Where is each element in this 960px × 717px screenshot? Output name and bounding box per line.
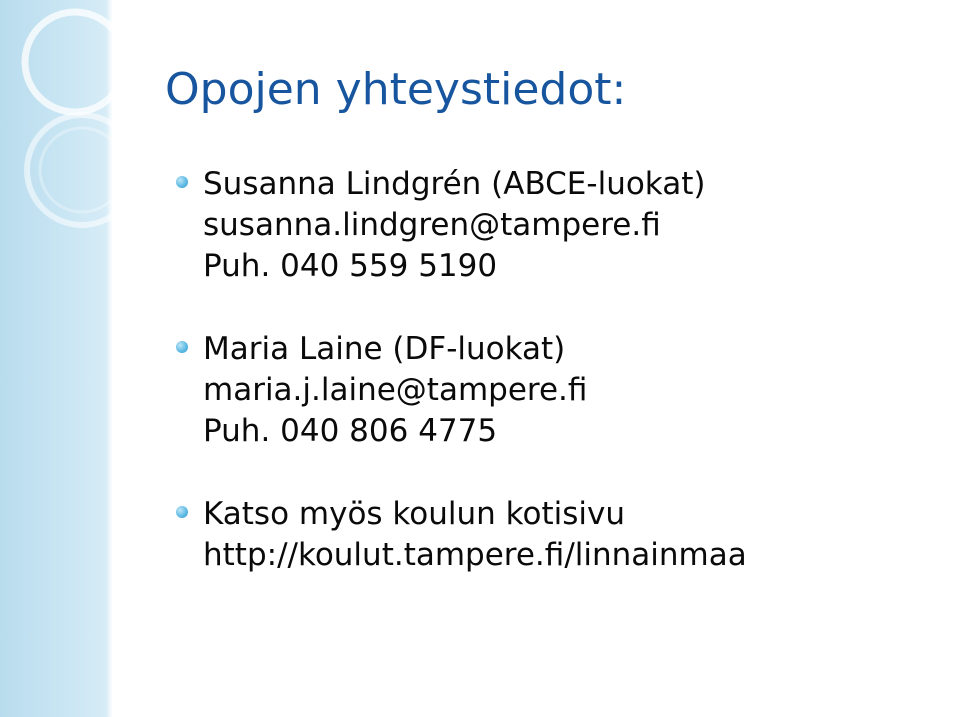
decorative-circles [0,0,200,300]
contact-name: Maria Laine (DF-luokat) [203,331,566,367]
contact-email: susanna.lindgren@tampere.fi [203,207,661,243]
contact-phone: Puh. 040 559 5190 [203,248,498,284]
list-item-maria [176,329,747,452]
contact-list [176,164,747,618]
homepage-text: Katso myös koulun kotisivu [203,496,625,532]
decorative-circle-faint [40,128,124,212]
slide-title: Opojen yhteystiedot: [165,64,627,115]
contact-phone: Puh. 040 806 4775 [203,413,498,449]
bullet-icon [176,506,188,518]
bullet-icon [176,176,188,188]
contact-email: maria.j.laine@tampere.fi [203,372,588,408]
bullet-icon [176,341,188,353]
contact-name: Susanna Lindgrén (ABCE-luokat) [203,166,706,202]
list-item-homepage [176,494,747,576]
homepage-link[interactable]: http://koulut.tampere.fi/linnainmaa [203,537,747,573]
list-item-susanna [176,164,747,287]
decorative-circle-large [25,12,125,112]
decorative-circle-small [27,115,137,225]
